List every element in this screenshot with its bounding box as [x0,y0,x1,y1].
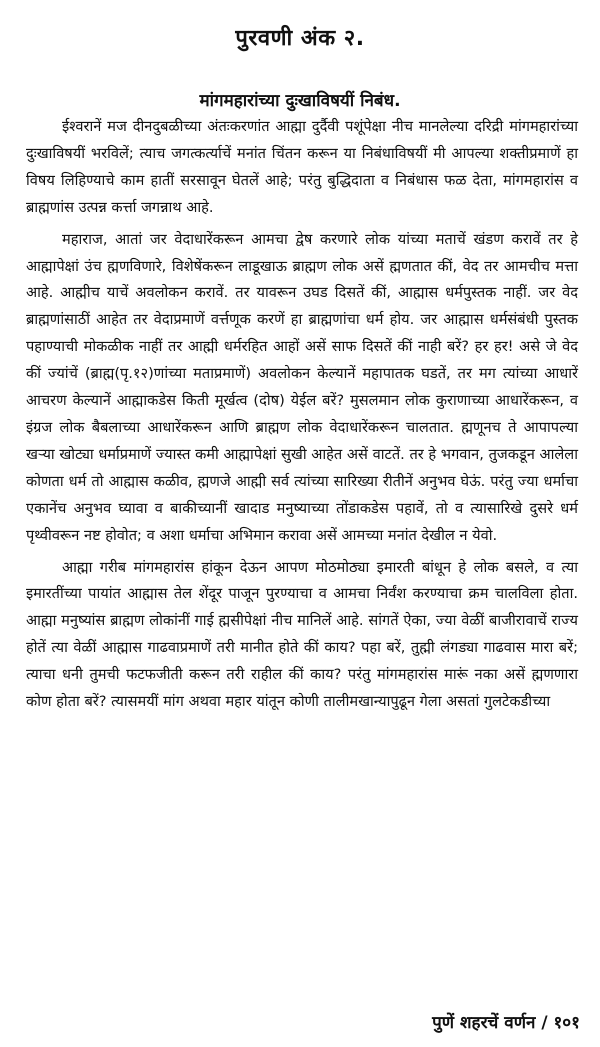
paragraph-1: ईश्वरानें मज दीनदुबळीच्या अंतःकरणांत आह्मा दुर्दैवी पशूंपेक्षा नीच मानलेल्या दरिद्री मांगमहारांच्या दुःखाविषयीं भरविलें; त्याच जगत्कर्त्याचें मनांत चिंतन करून या निबंधाविषयीं मी आपल्या शक्तीप्रमाणें हा विषय लिहिण्याचे काम हातीं सरसावून घेतलें आहे; परंतु बुद्धिदाता व निबंधास फळ देता, मांगमहारांस व ब्राह्मणांस उत्पन्न कर्त्ता जगन्नाथ आहे. [26,118,578,216]
essay-title: मांगमहारांच्या दुःखाविषयीं निबंध. [199,91,401,111]
paragraph-2: महाराज, आतां जर वेदाधारेंकरून आमचा द्वेष करणारे लोक यांच्या मताचें खंडण करावें तर हे आह्मापेक्षां उंच ह्मणविणारे, विशेषेंकरून लाडूखाऊ ब्राह्मण लोक असें ह्मणतात कीं, वेद तर आमचीच मत्ता आहे. आह्मीच याचें अवलोकन करावें. तर यावरून उघड दिसतें कीं, आह्मास धर्मपुस्तक नाहीं. जर वेद ब्राह्मणांसाठीं आहेत तर वेदाप्रमाणें वर्त्तणूक करणें हा ब्राह्मणांचा धर्म होय. जर आह्मास धर्मसंबंधी पुस्तक पहाण्याची मोकळीक नाहीं तर आह्मी धर्मरहित आहों असें साफ दिसतें कीं नाही बरें? हर हर! असे जे वेद कीं ज्यांचें (ब्राह्म(पृ.१२)णांच्या मताप्रमाणें) अवलोकन केल्यानें महापातक घडतें, तर मग त्यांच्या आधारें आचरण केल्यानें आह्माकडेस किती मूर्खत्व (दोष) येईल बरें? मुसलमान लोक कुराणाच्या आधारेंकरून, व इंग्रज लोक बैबलाच्या आधारेंकरून आणि ब्राह्मण लोक वेदाधारेंकरून चालतात. ह्मणूनच ते आपापल्या खऱ्या खोट्या धर्माप्रमाणें ज्यास्त कमी आह्मापेक्षां सुखी आहेत असें वाटतें. तर हे भगवान, तुजकडून आलेला कोणता धर्म तो आह्मास कळीव, ह्मणजे आह्मी सर्व त्यांच्या सारिख्या रीतीनें अनुभव घेऊं. परंतु ज्या धर्माचा एकानेंच अनुभव घ्यावा व बाकीच्यानीं खादाड मनुष्याच्या तोंडाकडेस पहावें, तो व त्यासारिखे दुसरे धर्म पृथ्वीवरून नष्ट होवोत; व अशा धर्माचा अभिमान करावा असें आमच्या मनांत देखील न येवो. [26,230,578,544]
page-footer: पुणें शहरचें वर्णन / १०१ [432,1013,580,1033]
paragraph-3: आह्मा गरीब मांगमहारांस हांकून देऊन आपण मोठमोठ्या इमारती बांधून हे लोक बसले, व त्या इमारतींच्या पायांत आह्मास तेल शेंदूर पाजून पुरण्याचा व आमचा निर्वंश करण्याचा क्रम चालविला होता. आह्मा मनुष्यांस ब्राह्मण लोकांनीं गाई ह्मसीपेक्षां नीच मानिलें आहे. सांगतें ऐका, ज्या वेळीं बाजीरावाचें राज्य होतें त्या वेळीं आह्मास गाढवाप्रमाणें तरी मानीत होते कीं काय? पहा बरें, तुह्मी लंगड्या गाढवास मारा बरें; त्याचा धनी तुमची फटफजीती करून तरी राहील कीं काय? परंतु मांगमहारांस मारूं नका असें ह्मणणारा कोण होता बरें? त्यासमयीं मांग अथवा महार यांतून कोणी तालीमखान्यापुढून गेला असतां गुलटेकडीच्या [26,558,578,711]
essay-body [26,114,578,721]
section-title: पुरवणी अंक २. [235,26,365,51]
